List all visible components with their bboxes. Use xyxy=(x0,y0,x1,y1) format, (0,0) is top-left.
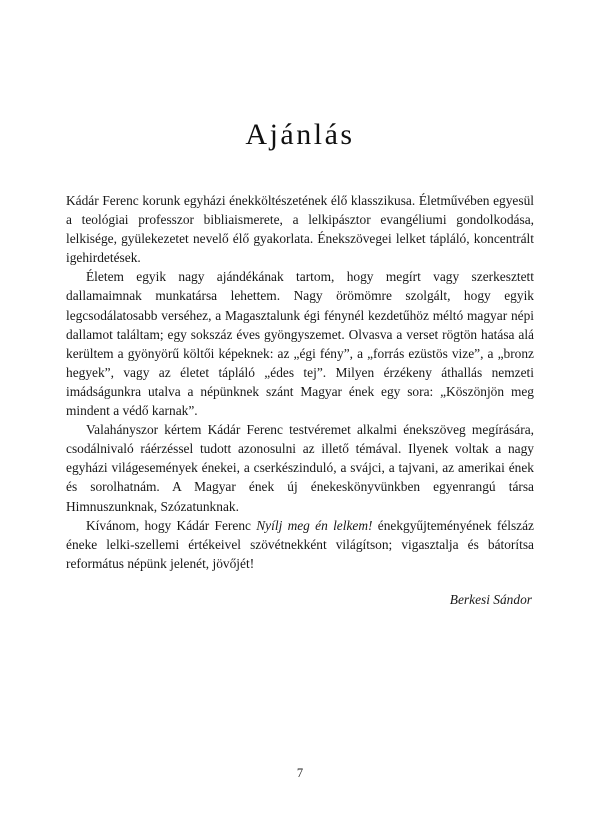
paragraph-4-before: Kívánom, hogy Kádár Ferenc xyxy=(86,517,257,533)
body-text xyxy=(66,191,534,573)
paragraph-1: Kádár Ferenc korunk egyházi énekköltészetének élő klasszikusa. Életművében egyesül a teológiai professzor bibliaismerete, a lelkipásztor evangéliumi gondolkodása, lelkisége, gyülekezetet nevelő élő gyakorlata. Énekszövegei lelket tápláló, koncentrált igehirdetések. xyxy=(66,193,534,266)
paragraph-3: Valahányszor kértem Kádár Ferenc testvéremet alkalmi énekszöveg megírására, csodálnivaló ráérzéssel tudott azonosulni az illető témával. Ilyenek voltak a nagy egyházi világesemények énekei, a cserkészinduló, a svájci, a tajvani, az amerikai ének és sorolhatnám. A Magyar ének új énekeskönyvünkben egyenrangú társa Himnuszunknak, Szózatunknak. xyxy=(66,422,534,514)
paragraph-4-after: énekgyűjteményének félszáz éneke lelki-szellemi értékeivel szövétnekként világítson; vigasztalja és bátorítsa református népünk jelenét, jövőjét! xyxy=(66,517,534,571)
book-title: Nyílj meg én lelkem! xyxy=(256,517,373,533)
page-number: 7 xyxy=(296,766,304,780)
paragraph-4 xyxy=(66,516,534,573)
paragraph-2: Életem egyik nagy ajándékának tartom, hogy megírt vagy szerkesztett dallamaimnak munkatársa lehettem. Nagy örömömre szolgált, hogy egyik legcsodálatosabb verséhez, a Magasztalunk égi fénynél kezdetűhöz méltó magyar népi dallamot találtam; egy sokszáz éves gyöngyszemet. Olvasva a verset rögtön hatása alá kerültem a gyönyörű költői képeknek: az „égi fény”, a „forrás ezüstös vize”, a „bronz hegyek”, vagy az életet tápláló „édes tej”. Milyen érzékeny áthallás nemzeti imádságunkra utalva a népünknek szánt Magyar ének egy sora: „Köszönjön meg mindent a védő karnak”. xyxy=(66,269,534,419)
page-title: Ajánlás xyxy=(245,118,355,151)
signature: Berkesi Sándor xyxy=(449,591,532,607)
